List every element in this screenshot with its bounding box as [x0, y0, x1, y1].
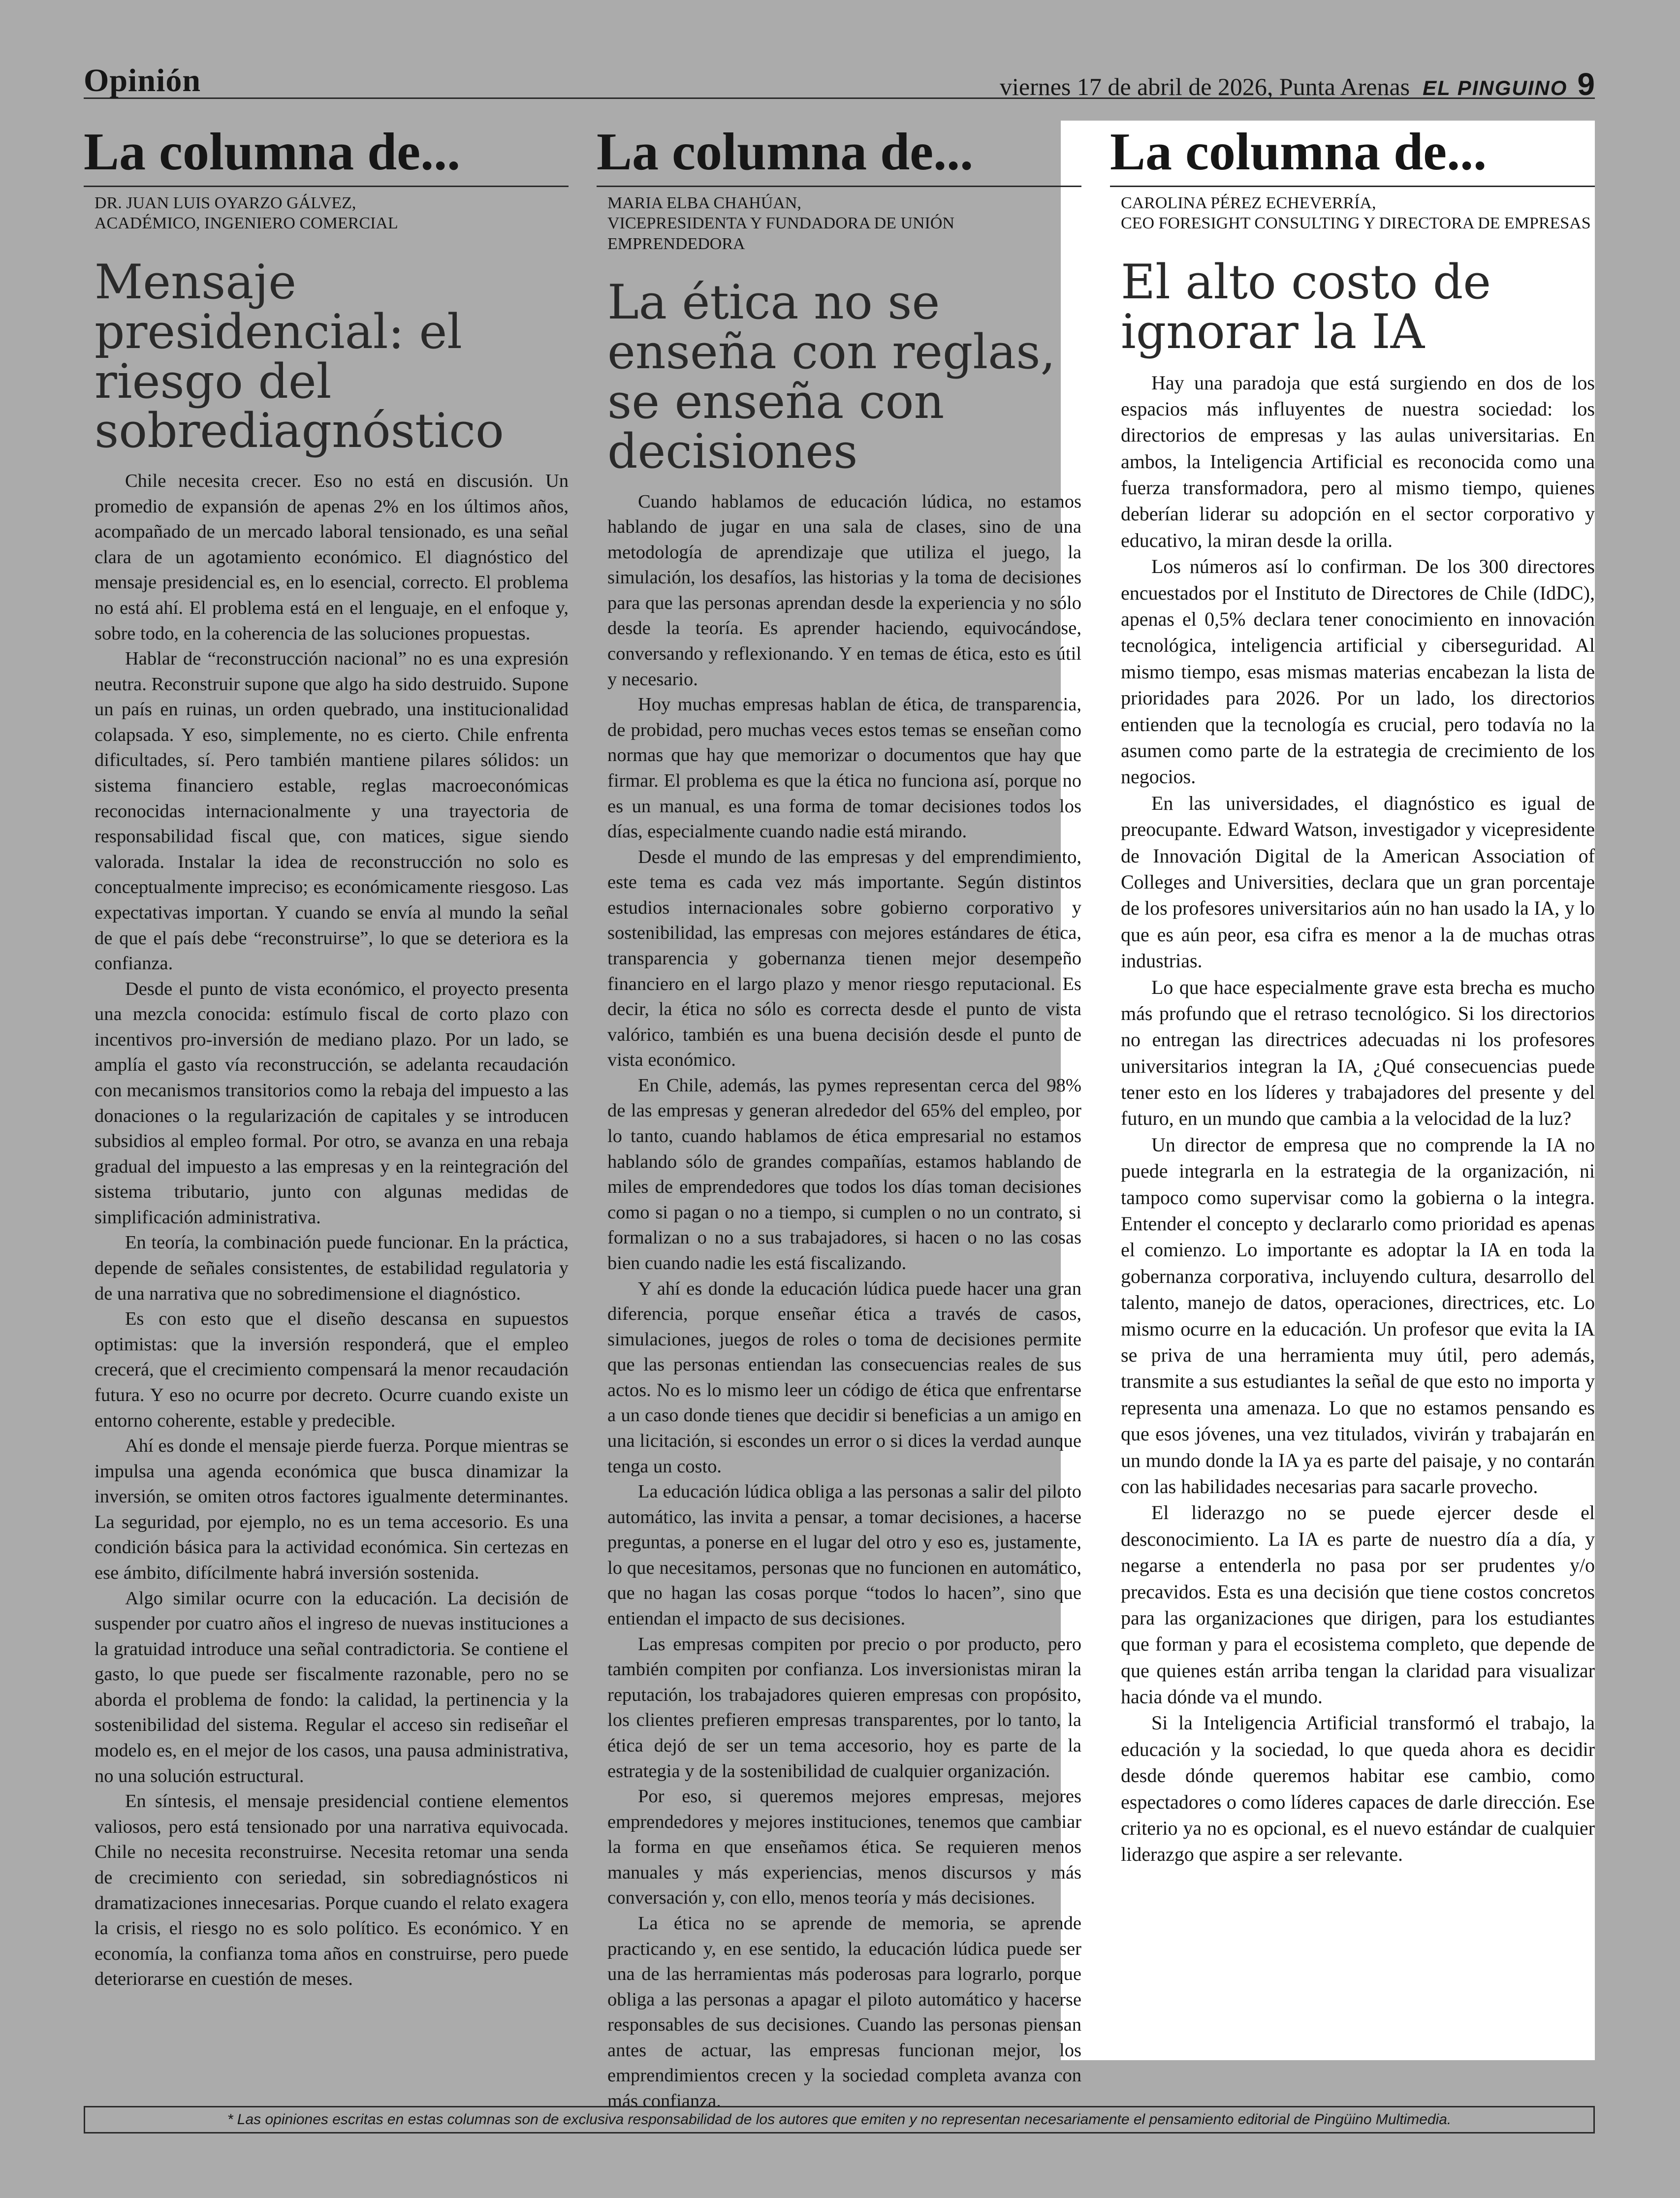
- article-paragraph: Hoy muchas empresas hablan de ética, de transparencia, de probidad, pero muchas veces estos temas se enseñan como normas que hay que memorizar o documentos que hay que firmar. El problema es que la ética no funciona así, porque no es un manual, es una forma de tomar decisiones todos los días, especialmente cuando nadie está mirando.: [607, 694, 1081, 842]
- article-paragraph: El liderazgo no se puede ejercer desde el desconocimiento. La IA es parte de nuestro día a día, y negarse a entenderla no pasa por ser prudentes y/o precavidos. Esta es una decisión que tiene costos concretos para las organizaciones que dirigen, para los estudiantes que forman y para el ecosistema completo, que depende de que quienes están arriba tengan la claridad para visualizar hacia dónde va el mundo.: [1121, 1501, 1595, 1708]
- author-title: CEO FORESIGHT CONSULTING Y DIRECTORA DE EMPRESAS: [1121, 214, 1591, 233]
- article-headline: El alto costo de ignorar la IA: [1121, 254, 1491, 359]
- column-chahuan: [597, 123, 1081, 2114]
- column-kicker: La columna de...: [84, 126, 569, 187]
- author-title: ACADÉMICO, INGENIERO COMERCIAL: [95, 214, 398, 233]
- column-oyarzo: [84, 123, 569, 1992]
- article-paragraph: Desde el mundo de las empresas y del emprendimiento, este tema es cada vez más importante. Según distintos estudios internacionales sobre gobierno corporativo y sostenibilidad, las empresas con mejores estándares de ética, transparencia y gobernanza tienen mejor desempeño financiero en el largo plazo y menor riesgo reputacional. Es decir, la ética no sólo es correcta desde el punto de vista valórico, también es una buena decisión desde el punto de vista económico.: [607, 846, 1081, 1071]
- article-paragraph: Ahí es donde el mensaje pierde fuerza. Porque mientras se impulsa una agenda económica que busca dinamizar la inversión, se omiten otros factores igualmente determinantes. La seguridad, por ejemplo, no es un tema accesorio. Es una condición básica para la actividad económica. Sin certezas en ese ámbito, difícilmente habrá inversión sostenida.: [95, 1435, 569, 1583]
- section-name: Opinión: [84, 63, 201, 98]
- article-paragraph: Lo que hace especialmente grave esta brecha es mucho más profundo que el retraso tecnológico. Si los directorios no entregan las directrices adecuadas ni los profesores universitarios integran la IA, ¿Qué consecuencias puede tener esto en los líderes y trabajadores del presente y del futuro, en un mundo que cambia a la velocidad de la luz?: [1121, 976, 1595, 1130]
- page-number: 9: [1577, 66, 1595, 102]
- article-body: [1110, 370, 1595, 1868]
- article-paragraph: Las empresas compiten por precio o por producto, pero también compiten por confianza. Los inversionistas miran la reputación, los trabajadores quieren empresas con propósito, los clientes prefieren empresas transparentes, por lo tanto, la ética dejó de ser un tema accesorio, hoy es parte de la estrategia y de la sostenibilidad de cualquier organización.: [607, 1633, 1081, 1782]
- article-paragraph: Un director de empresa que no comprende la IA no puede integrarla en la estrategia de la organización, ni tampoco como supervisar como la gobierna o la integra. Entender el concepto y declararlo como prioridad es apenas el comienzo. Lo importante es adoptar la IA en toda la gobernanza corporativa, incluyendo cultura, desarrollo del talento, manejo de datos, operaciones, directrices, etc. Lo mismo ocurre en la educación. Un profesor que evita la IA se priva de una herramienta muy útil, pero además, transmite a sus estudiantes la señal de que esto no importa y representa una amenaza. Lo que no estamos pensando es que esos jóvenes, una vez titulados, vivirán y trabajarán en un mundo donde la IA ya es parte del paisaje, y no contarán con las habilidades necesarias para sacarle provecho.: [1121, 1133, 1595, 1497]
- newspaper-brand: EL PINGUINO: [1423, 76, 1568, 99]
- article-paragraph: En Chile, además, las pymes representan cerca del 98% de las empresas y generan alrededor del 65% del empleo, por lo tanto, cuando hablamos de ética empresarial no estamos hablando sólo de grandes compañías, estamos hablando de miles de emprendedores que todos los días toman decisiones como si pagan o no a tiempo, si cumplen o no un contrato, si formalizan o no a sus trabajadores, si hacen o no las cosas bien cuando nadie les está fiscalizando.: [607, 1075, 1081, 1274]
- article-paragraph: Si la Inteligencia Artificial transformó el trabajo, la educación y la sociedad, lo que queda ahora es decidir desde dónde queremos habitar ese cambio, como espectadores o como líderes capaces de darle dirección. Ese criterio ya no es opcional, es el nuevo estándar de cualquier liderazgo que aspire a ser relevante.: [1121, 1712, 1595, 1866]
- column-kicker: La columna de...: [597, 126, 1081, 187]
- article-paragraph: Los números así lo confirman. De los 300 directores encuestados por el Instituto de Directores de Chile (IdDC), apenas el 0,5% declara tener conocimiento en innovación tecnológica, inteligencia artificial y ciberseguridad. Al mismo tiempo, esas mismas materias encabezan la lista de prioridades para 2026. Por un lado, los directorios entienden que la tecnología es crucial, pero todavía no la asumen como parte de la estrategia de crecimiento de los negocios.: [1121, 555, 1595, 788]
- article-headline: La ética no se enseña con reglas, se enseña con decisiones: [607, 275, 1056, 479]
- header-right: [1000, 66, 1595, 102]
- article-paragraph: Es con esto que el diseño descansa en supuestos optimistas: que la inversión responderá, que el empleo crecerá, que el crecimiento compensará la menor recaudación futura. Y eso no ocurre por decreto. Ocurre cuando existe un entorno coherente, estable y predecible.: [95, 1308, 569, 1431]
- article-paragraph: Hablar de “reconstrucción nacional” no es una expresión neutra. Reconstruir supone que algo ha sido destruido. Supone un país en ruinas, un orden quebrado, una institucionalidad colapsada. Y eso, simplemente, no es cierto. Chile enfrenta dificultades, sí. Pero también mantiene pilares sólidos: un sistema financiero estable, reglas macroeconómicas reconocidas internacionalmente y una trayectoria de responsabilidad fiscal que, con matices, sigue siendo valorada. Instalar la idea de reconstrucción no solo es conceptualmente impreciso; es económicamente riesgoso. Las expectativas importan. Y cuando se envía al mundo la señal de que el país debe “reconstruirse”, lo que se deteriora es la confianza.: [95, 648, 569, 974]
- article-paragraph: Desde el punto de vista económico, el proyecto presenta una mezcla conocida: estímulo fiscal de corto plazo con incentivos pro-inversión de mediano plazo. Por un lado, se amplía el gasto vía reconstrucción, se adelanta recaudación con mecanismos transitorios como la rebaja del impuesto a las donaciones o la regularización de capitales y se introducen subsidios al empleo formal. Por otro, se avanza en una rebaja gradual del impuesto a las empresas y en la reintegración del sistema tributario, junto con algunas medidas de simplificación administrativa.: [95, 978, 569, 1228]
- author-name: CAROLINA PÉREZ ECHEVERRÍA,: [1121, 194, 1376, 212]
- author-byline: [84, 193, 569, 234]
- author-byline: [597, 193, 1081, 254]
- column-perez: [1110, 123, 1595, 1868]
- article-paragraph: La educación lúdica obliga a las personas a salir del piloto automático, las invita a pensar, a tomar decisiones, a hacerse preguntas, a ponerse en el lugar del otro y eso es, justamente, lo que necesitamos, personas que no funcionen en automático, que no hagan las cosas porque “todos lo hacen”, sino que entiendan el impacto de sus decisiones.: [607, 1481, 1081, 1629]
- article-paragraph: En las universidades, el diagnóstico es igual de preocupante. Edward Watson, investigador y vicepresidente de Innovación Digital de la American Association of Colleges and Universities, declara que un gran porcentaje de los profesores universitarios aún no han usado la IA, y lo que es aún peor, esa cifra es menor a la de muchas otras industrias.: [1121, 792, 1595, 972]
- article-paragraph: Chile necesita crecer. Eso no está en discusión. Un promedio de expansión de apenas 2% en los últimos años, acompañado de un mercado laboral tensionado, es una señal clara de un agotamiento económico. El diagnóstico del mensaje presidencial es, en lo esencial, correcto. El problema no está ahí. El problema está en el lenguaje, en el enfoque y, sobre todo, en la coherencia de las soluciones propuestas.: [95, 471, 569, 644]
- author-name: MARIA ELBA CHAHÚAN,: [607, 194, 801, 212]
- author-byline: [1110, 193, 1595, 234]
- article-paragraph: Por eso, si queremos mejores empresas, mejores emprendedores y mejores instituciones, tenemos que cambiar la forma en que enseñamos ética. Se requieren menos manuales y más experiencias, menos discursos y más conversación y, con ello, menos teoría y más decisiones.: [607, 1786, 1081, 1909]
- article-paragraph: Hay una paradoja que está surgiendo en dos de los espacios más influyentes de nuestra sociedad: los directorios de empresas y las aulas universitarias. En ambos, la Inteligencia Artificial es reconocida como una fuerza transformadora, pero al mismo tiempo, quienes deberían liderar su adopción en el sector corporativo y educativo, la miran desde la orilla.: [1121, 371, 1595, 551]
- author-title: VICEPRESIDENTA Y FUNDADORA DE UNIÓN EMPRENDEDORA: [607, 214, 954, 253]
- article-headline: Mensaje presidencial: el riesgo del sobrediagnóstico: [95, 254, 504, 459]
- author-name: DR. JUAN LUIS OYARZO GÁLVEZ,: [95, 194, 356, 212]
- article-paragraph: En síntesis, el mensaje presidencial contiene elementos valiosos, pero está tensionado por una narrativa equivocada. Chile no necesita reconstruirse. Necesita retomar una senda de crecimiento con seriedad, sin sobrediagnósticos ni dramatizaciones innecesarias. Porque cuando el relato exagera la crisis, el riesgo no es solo político. Es económico. Y en economía, la confianza toma años en construirse, pero puede deteriorarse en cuestión de meses.: [95, 1791, 569, 1990]
- article-body: [84, 469, 569, 1992]
- article-paragraph: La ética no se aprende de memoria, se aprende practicando y, en ese sentido, la educación lúdica puede ser una de las herramientas más poderosas para lograrlo, porque obliga a las personas a apagar el piloto automático y hacerse responsables de sus decisiones. Cuando las personas piensan antes de actuar, las empresas funcionan mejor, los emprendimientos crecen y la sociedad completa avanza con más confianza.: [607, 1912, 1081, 2112]
- page-header: [84, 59, 1595, 102]
- article-body: [597, 489, 1081, 2114]
- article-paragraph: Algo similar ocurre con la educación. La decisión de suspender por cuatro años el ingreso de nuevas instituciones a la gratuidad introduce una señal contradictoria. Se contiene el gasto, lo que puede ser fiscalmente razonable, pero no se aborda el problema de fondo: la calidad, la pertinencia y la sostenibilidad del sistema. Regular el acceso sin rediseñar el modelo es, en el mejor de los casos, una pausa administrativa, no una solución estructural.: [95, 1588, 569, 1786]
- article-paragraph: Cuando hablamos de educación lúdica, no estamos hablando de jugar en una sala de clases, sino de una metodología de aprendizaje que utiliza el juego, la simulación, los desafíos, las historias y la toma de decisiones para que las personas aprendan desde la experiencia y no sólo desde la teoría. Es aprender haciendo, equivocándose, conversando y reflexionando. Y en temas de ética, esto es útil y necesario.: [607, 491, 1081, 690]
- dateline: viernes 17 de abril de 2026, Punta Arenas: [1000, 73, 1410, 100]
- column-kicker: La columna de...: [1110, 126, 1595, 187]
- footer-disclaimer: * Las opiniones escritas en estas columnas son de exclusiva responsabilidad de los autores que emiten y no representan necesariamente el pensamiento editorial de Pingüino Multimedia.: [84, 2106, 1595, 2134]
- article-paragraph: Y ahí es donde la educación lúdica puede hacer una gran diferencia, porque enseñar ética a través de casos, simulaciones, juegos de roles o toma de decisiones permite que las personas entiendan las consecuencias reales de sus actos. No es lo mismo leer un código de ética que enfrentarse a un caso donde tienes que decidir si beneficias a un amigo en una licitación, si escondes un error o si dices la verdad aunque tenga un costo.: [607, 1278, 1081, 1477]
- article-paragraph: En teoría, la combinación puede funcionar. En la práctica, depende de señales consistentes, de estabilidad regulatoria y de una narrativa que no sobredimensione el diagnóstico.: [95, 1232, 569, 1304]
